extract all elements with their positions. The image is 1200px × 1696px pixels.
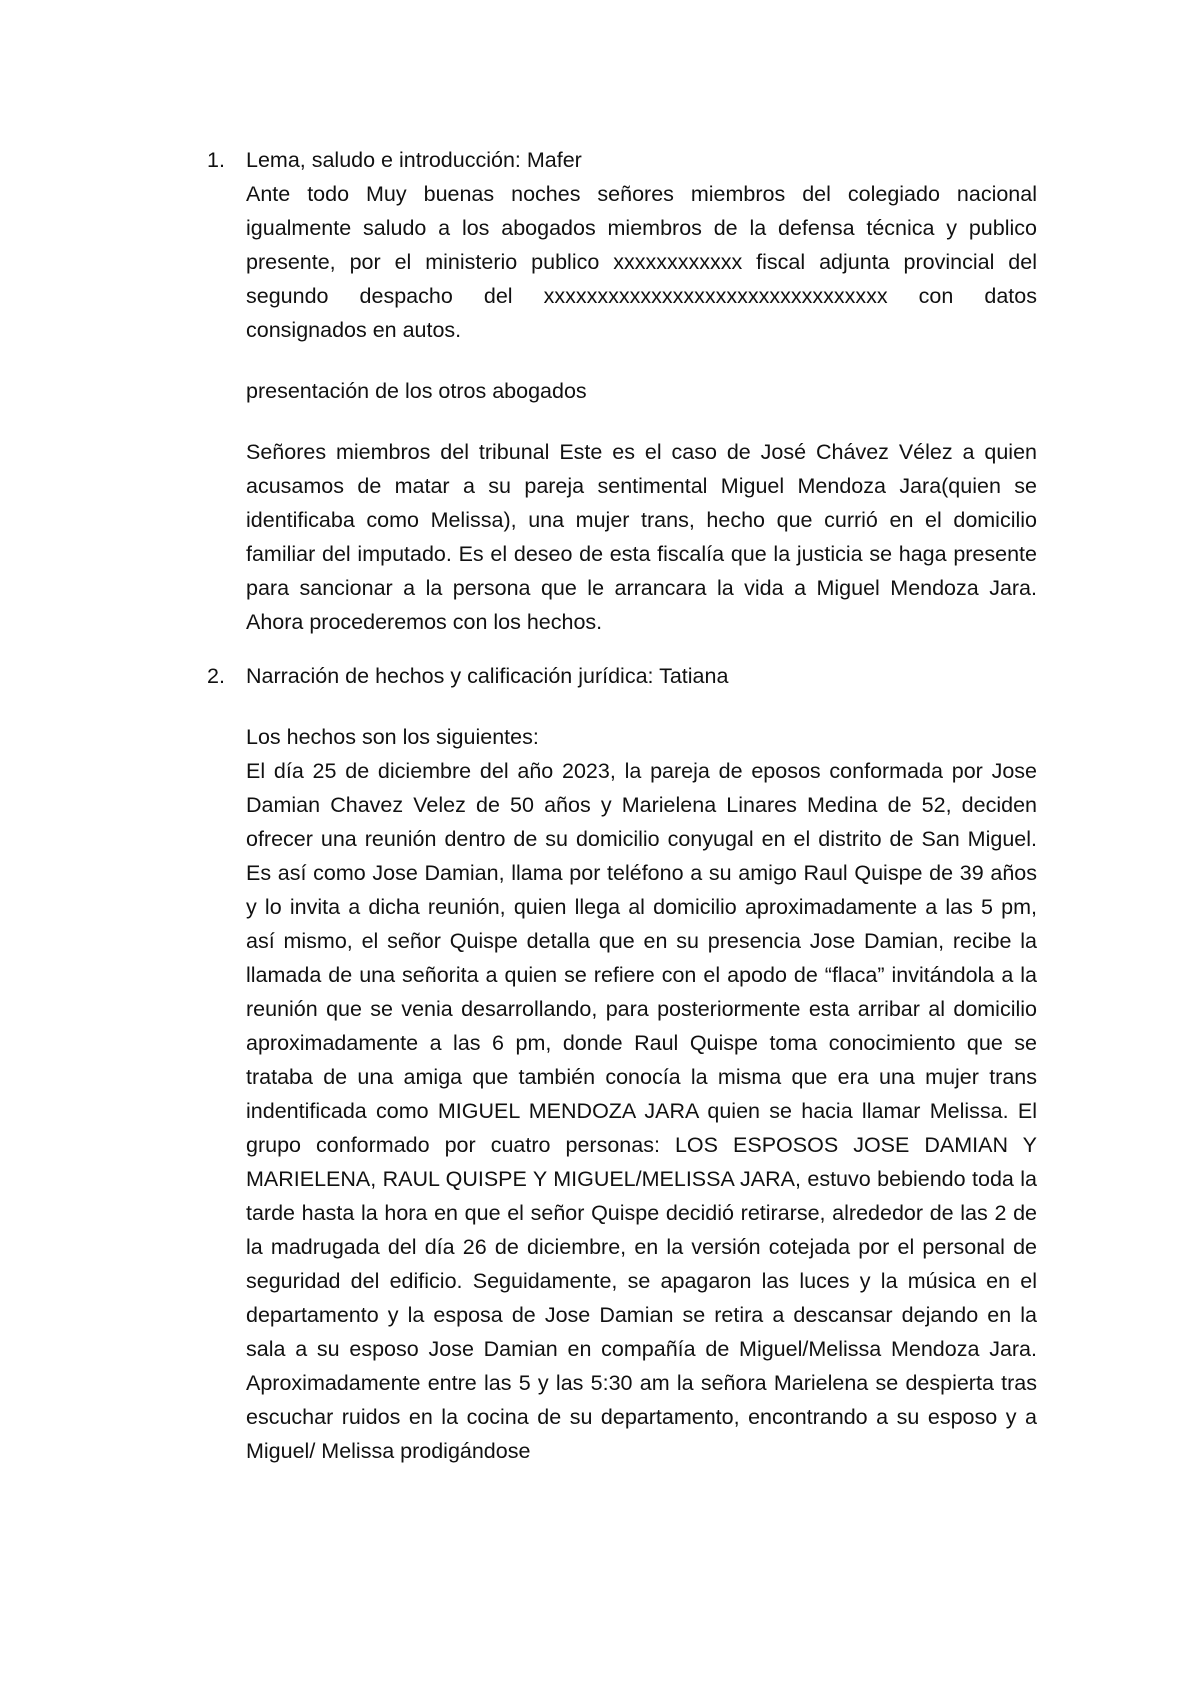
section-1-heading: Lema, saludo e introducción: Mafer (246, 148, 582, 172)
section-2-heading: Narración de hechos y calificación jurídica: Tatiana (246, 664, 729, 688)
section-2-facts-paragraph: El día 25 de diciembre del año 2023, la pareja de eposos conformada por Jose Damian Chavez Velez de 50 años y Marielena Linares Medina de 52, deciden ofrecer una reunión dentro de su domicilio conyugal en el distrito de San Miguel. Es así como Jose Damian, llama por teléfono a su amigo Raul Quispe de 39 años y lo invita a dicha reunión, quien llega al domicilio aproximadamente a las 5 pm, así mismo, el señor Quispe detalla que en su presencia Jose Damian, recibe la llamada de una señorita a quien se refiere con el apodo de “flaca” invitándola a la reunión que se venia desarrollando, para posteriormente esta arribar al domicilio aproximadamente a las 6 pm, donde Raul Quispe toma conocimiento que se trataba de una amiga que también conocía la misma que era una mujer trans indentificada como MIGUEL MENDOZA JARA quien se hacia llamar Melissa. El grupo conformado por cuatro personas: LOS ESPOSOS JOSE DAMIAN Y MARIELENA, RAUL QUISPE Y MIGUEL/MELISSA JARA, estuvo bebiendo toda la tarde hasta la hora en que el señor Quispe decidió retirarse, alrededor de las 2 de la madrugada del día 26 de diciembre, en la versión cotejada por el personal de seguridad del edificio. Seguidamente, se apagaron las luces y la música en el departamento y la esposa de Jose Damian se retira a descansar dejando en la sala a su esposo Jose Damian en compañía de Miguel/Melissa Mendoza Jara. Aproximadamente entre las 5 y las 5:30 am la señora Marielena se despierta tras escuchar ruidos en la cocina de su departamento, encontrando a su esposo y a Miguel/ Melissa prodigándose (246, 759, 1037, 1463)
section-1-other-lawyers: presentación de los otros abogados (246, 379, 587, 403)
section-2-number: 2. (207, 664, 225, 688)
section-2-facts-intro: Los hechos son los siguientes: (246, 725, 539, 749)
document-body (207, 143, 1037, 1468)
section-1 (207, 143, 1037, 639)
section-1-case-paragraph: Señores miembros del tribunal Este es el caso de José Chávez Vélez a quien acusamos de matar a su pareja sentimental Miguel Mendoza Jara(quien se identificaba como Melissa), una mujer trans, hecho que currió en el domicilio familiar del imputado. Es el deseo de esta fiscalía que la justicia se haga presente para sancionar a la persona que le arrancara la vida a Miguel Mendoza Jara. Ahora procederemos con los hechos. (246, 440, 1037, 634)
section-1-number: 1. (207, 148, 225, 172)
section-1-intro-paragraph: Ante todo Muy buenas noches señores miembros del colegiado nacional igualmente saludo a los abogados miembros de la defensa técnica y publico presente, por el ministerio publico xxxxxxxxxxxx fiscal adjunta provincial del segundo despacho del xxxxxxxxxxxxxxxxxxxxxxxxxxxxxxxx con datos consignados en autos. (246, 182, 1037, 342)
section-2 (207, 659, 1037, 1468)
